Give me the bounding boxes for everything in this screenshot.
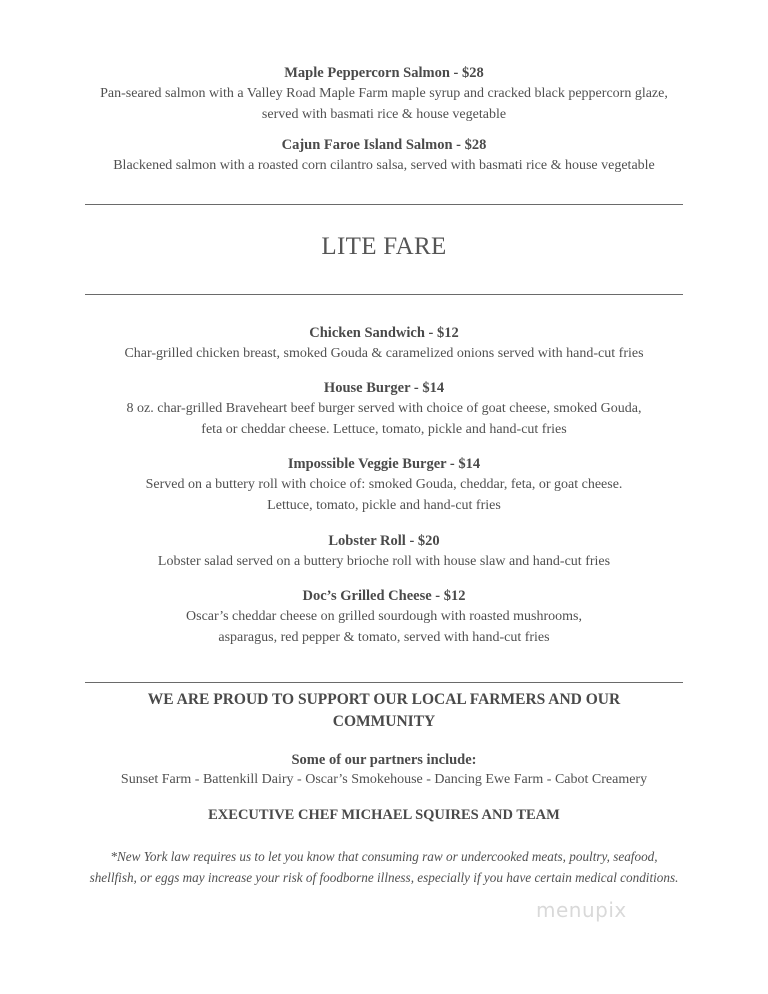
menu-item-maple-salmon bbox=[0, 63, 768, 125]
menu-item-cajun-salmon bbox=[0, 135, 768, 177]
desc-line: Blackened salmon with a roasted corn cilantro salsa, served with basmati rice & house vegetable bbox=[113, 158, 655, 173]
executive-chef: EXECUTIVE CHEF MICHAEL SQUIRES AND TEAM bbox=[208, 807, 560, 823]
menu-item-house-burger bbox=[0, 378, 768, 440]
disclaimer-line: shellfish, or eggs may increase your risk of foodborne illness, especially if you have certain medical conditions. bbox=[89, 869, 679, 885]
desc-line: Lettuce, tomato, pickle and hand-cut fries bbox=[267, 497, 501, 513]
support-heading-line: COMMUNITY bbox=[332, 713, 436, 730]
disclaimer-line: *New York law requires us to let you know that consuming raw or undercooked meats, poultry, seafood, bbox=[110, 849, 658, 864]
item-description bbox=[0, 399, 768, 440]
desc-line: Lobster salad served on a buttery brioche roll with house slaw and hand-cut fries bbox=[157, 554, 611, 569]
support-heading bbox=[0, 689, 768, 733]
menu-item-chicken-sandwich bbox=[0, 323, 768, 365]
support-heading-line: WE ARE PROUD TO SUPPORT OUR LOCAL FARMERS AND OUR bbox=[147, 691, 621, 708]
menu-item-impossible-burger bbox=[0, 454, 768, 516]
desc-line: feta or cheddar cheese. Lettuce, tomato, pickle and hand-cut fries bbox=[201, 421, 567, 437]
desc-line: asparagus, red pepper & tomato, served with hand-cut fries bbox=[218, 629, 550, 645]
menu-item-lobster-roll bbox=[0, 531, 768, 573]
partners-list: Sunset Farm - Battenkill Dairy - Oscar’s Smokehouse - Dancing Ewe Farm - Cabot Creamery bbox=[120, 772, 648, 787]
desc-line: Pan-seared salmon with a Valley Road Maple Farm maple syrup and cracked black peppercorn glaze, bbox=[100, 86, 668, 101]
menu-item-grilled-cheese bbox=[0, 586, 768, 648]
item-description bbox=[0, 344, 768, 365]
health-disclaimer bbox=[0, 847, 768, 888]
divider bbox=[85, 682, 683, 683]
desc-line: Char-grilled chicken breast, smoked Gouda & caramelized onions served with hand-cut fries bbox=[124, 346, 644, 361]
item-title: Doc’s Grilled Cheese - $12 bbox=[302, 588, 466, 604]
desc-line: Served on a buttery roll with choice of: smoked Gouda, cheddar, feta, or goat cheese. bbox=[145, 477, 623, 492]
item-description bbox=[0, 552, 768, 573]
menupix-watermark: menupix bbox=[536, 898, 627, 922]
item-title: Lobster Roll - $20 bbox=[328, 533, 440, 549]
desc-line: served with basmati rice & house vegetable bbox=[261, 106, 507, 122]
item-description bbox=[0, 607, 768, 648]
desc-line: Oscar’s cheddar cheese on grilled sourdough with roasted mushrooms, bbox=[186, 609, 582, 624]
divider bbox=[85, 204, 683, 205]
item-description bbox=[0, 84, 768, 125]
item-title: Chicken Sandwich - $12 bbox=[309, 325, 459, 341]
section-heading-lite-fare: LITE FARE bbox=[321, 233, 447, 260]
divider bbox=[85, 294, 683, 295]
item-title: Impossible Veggie Burger - $14 bbox=[287, 456, 481, 472]
partners-label: Some of our partners include: bbox=[291, 752, 477, 768]
item-title: Maple Peppercorn Salmon - $28 bbox=[284, 65, 484, 81]
item-title: Cajun Faroe Island Salmon - $28 bbox=[281, 137, 487, 153]
desc-line: 8 oz. char-grilled Braveheart beef burger served with choice of goat cheese, smoked Gouda, bbox=[126, 401, 642, 416]
item-title: House Burger - $14 bbox=[323, 380, 445, 396]
item-description bbox=[0, 156, 768, 177]
item-description bbox=[0, 475, 768, 516]
